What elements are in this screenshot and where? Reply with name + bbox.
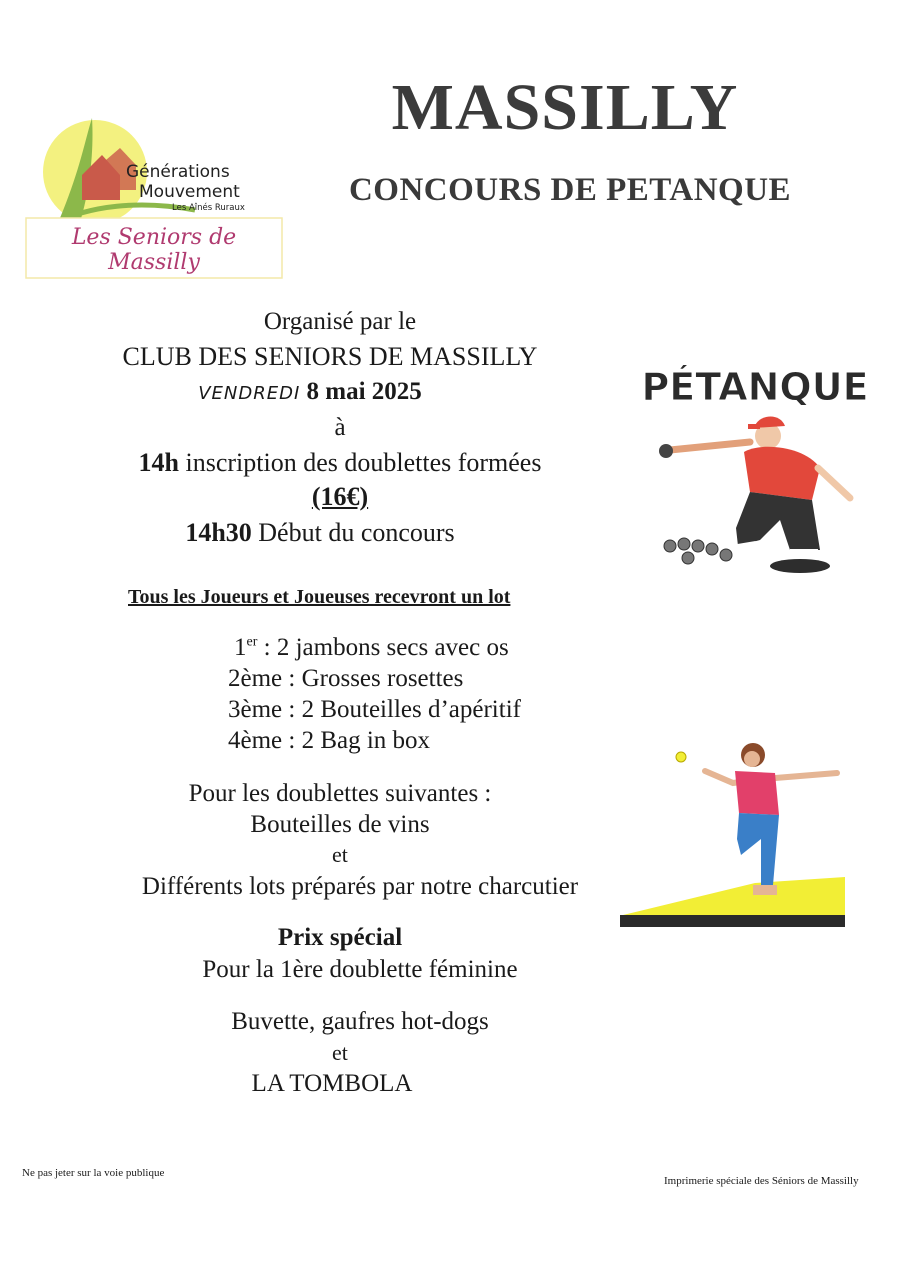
prizes-headline: Tous les Joueurs et Joueuses recevront un lot	[128, 586, 511, 608]
start-time: 14h30	[185, 518, 252, 547]
following-line4: Différents lots préparés par notre charcutier	[141, 873, 579, 900]
special-prize-title: Prix spécial	[277, 924, 403, 951]
organized-by: Organisé par le	[263, 308, 417, 335]
logo-text-aines: Les Aînés Ruraux	[172, 203, 245, 213]
woman-player-illustration	[615, 735, 855, 935]
event-date-line	[0, 378, 650, 406]
prize-third: 3ème : 2 Bouteilles d’apéritif	[228, 696, 521, 723]
entry-fee: (16€)	[311, 482, 369, 511]
image-caption-bar	[620, 915, 845, 927]
registration-text: inscription des doublettes formées	[178, 448, 542, 477]
logo-script-text: Les Seniors de Massilly	[71, 225, 237, 275]
club-name: CLUB DES SENIORS DE MASSILLY	[122, 342, 538, 371]
prize-first: 1er : 2 jambons secs avec os	[234, 634, 509, 661]
following-line3: et	[332, 842, 348, 867]
handwritten-day: VENDREDI	[198, 383, 301, 404]
logo-text-generations: Générations	[126, 162, 230, 182]
start-text: Début du concours	[251, 518, 455, 547]
footer-printer-notice: Imprimerie spéciale des Séniors de Massilly	[664, 1175, 859, 1187]
logo-text-mouvement: Mouvement	[139, 182, 240, 202]
registration-time: 14h	[138, 448, 179, 477]
petanque-player-illustration	[640, 350, 870, 585]
at-word: à	[334, 414, 346, 441]
prize-fourth: 4ème : 2 Bag in box	[228, 727, 431, 754]
start-line	[0, 518, 660, 548]
event-date: 8 mai 2025	[306, 378, 422, 405]
extras-line1: Buvette, gaufres hot-dogs	[231, 1008, 489, 1035]
registration-line	[0, 448, 680, 478]
footer-left-notice: Ne pas jeter sur la voie publique	[22, 1167, 165, 1179]
petanque-label: PÉTANQUE	[641, 365, 869, 409]
following-line1: Pour les doublettes suivantes :	[188, 780, 492, 807]
extras-line2: et	[332, 1040, 348, 1065]
yellow-court-shape	[623, 877, 845, 915]
poster-subtitle: CONCOURS DE PETANQUE	[348, 172, 792, 208]
poster-title: MASSILLY	[391, 71, 739, 144]
prize-second: 2ème : Grosses rosettes	[228, 665, 464, 692]
special-prize-text: Pour la 1ère doublette féminine	[202, 956, 518, 983]
following-line2: Bouteilles de vins	[250, 811, 430, 838]
extras-line3: LA TOMBOLA	[251, 1070, 413, 1097]
